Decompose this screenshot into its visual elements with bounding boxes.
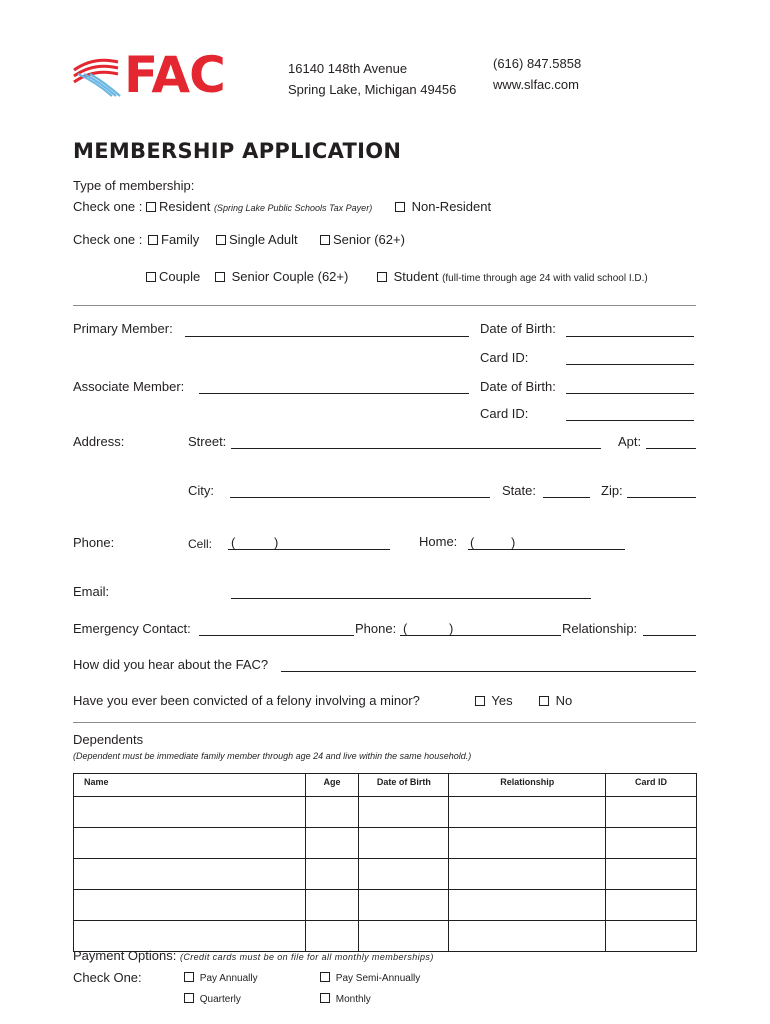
city-field[interactable] xyxy=(230,497,490,498)
table-cell[interactable] xyxy=(449,828,606,859)
resident-label: Resident xyxy=(159,199,211,214)
header-phone: (616) 847.5858 xyxy=(493,56,582,71)
table-row xyxy=(74,859,697,890)
state-label: State: xyxy=(502,483,536,498)
table-cell[interactable] xyxy=(606,797,697,828)
table-row xyxy=(74,797,697,828)
column-header-dob: Date of Birth xyxy=(359,774,449,797)
quarterly-option xyxy=(184,993,241,1005)
table-cell[interactable] xyxy=(606,859,697,890)
residency-row xyxy=(73,199,372,214)
payment-note: (Credit cards must be on file for all monthly memberships) xyxy=(179,952,434,962)
monthly-label: Monthly xyxy=(335,994,371,1005)
relationship-field[interactable] xyxy=(643,635,696,636)
table-cell[interactable] xyxy=(74,921,306,952)
cell-paren-close: ) xyxy=(274,535,279,550)
senior-couple-label: Senior Couple (62+) xyxy=(231,269,349,284)
family-checkbox[interactable] xyxy=(148,235,158,245)
column-header-relationship: Relationship xyxy=(449,774,606,797)
email-label: Email: xyxy=(73,584,110,599)
emergency-phone-label: Phone: xyxy=(355,621,397,636)
cell-phone-field[interactable] xyxy=(228,549,390,550)
no-option xyxy=(539,693,572,708)
dependents-note: (Dependent must be immediate family member through age 24 and live within the same household.) xyxy=(73,751,472,761)
relationship-label: Relationship: xyxy=(562,621,638,636)
family-label: Family xyxy=(161,232,200,247)
yes-option xyxy=(475,693,513,708)
quarterly-label: Quarterly xyxy=(199,994,241,1005)
dependents-title: Dependents xyxy=(73,732,144,747)
resident-note: (Spring Lake Public Schools Tax Payer) xyxy=(213,203,373,213)
pay-annually-checkbox[interactable] xyxy=(184,972,194,982)
address-line-2: Spring Lake, Michigan 49456 xyxy=(288,82,457,97)
associate-card-id-field[interactable] xyxy=(566,420,694,421)
address-line-1: 16140 148th Avenue xyxy=(288,61,408,76)
single-adult-label: Single Adult xyxy=(229,232,298,247)
zip-label: Zip: xyxy=(601,483,623,498)
associate-member-field[interactable] xyxy=(199,393,469,394)
resident-checkbox[interactable] xyxy=(146,202,156,212)
apt-field[interactable] xyxy=(646,448,696,449)
table-cell[interactable] xyxy=(449,859,606,890)
senior-couple-checkbox[interactable] xyxy=(215,272,225,282)
apt-label: Apt: xyxy=(618,434,642,449)
associate-dob-label: Date of Birth: xyxy=(480,379,556,394)
monthly-checkbox[interactable] xyxy=(320,993,330,1003)
family-option xyxy=(148,232,199,247)
emergency-paren-close: ) xyxy=(449,621,454,636)
address-label: Address: xyxy=(73,434,125,449)
felony-question: Have you ever been convicted of a felony involving a minor? xyxy=(73,693,420,708)
senior-option xyxy=(320,232,405,247)
cell-paren-open: ( xyxy=(231,535,236,550)
no-checkbox[interactable] xyxy=(539,696,549,706)
senior-couple-option xyxy=(215,269,348,284)
yes-label: Yes xyxy=(491,693,513,708)
home-label: Home: xyxy=(419,534,458,549)
pay-semi-label: Pay Semi-Annually xyxy=(335,973,421,984)
payment-options-label: Payment Options: xyxy=(73,948,177,963)
table-cell[interactable] xyxy=(305,890,359,921)
primary-member-label: Primary Member: xyxy=(73,321,173,336)
how-hear-field[interactable] xyxy=(281,671,696,672)
home-phone-field[interactable] xyxy=(468,549,625,550)
non-resident-label: Non-Resident xyxy=(411,199,492,214)
yes-checkbox[interactable] xyxy=(475,696,485,706)
phone-label: Phone: xyxy=(73,535,115,550)
pay-semi-option xyxy=(320,972,420,984)
table-cell[interactable] xyxy=(449,890,606,921)
associate-member-label: Associate Member: xyxy=(73,379,185,394)
non-resident-option xyxy=(395,199,491,214)
student-option xyxy=(377,269,648,284)
table-cell[interactable] xyxy=(305,828,359,859)
table-cell[interactable] xyxy=(359,797,449,828)
pay-annually-label: Pay Annually xyxy=(199,973,258,984)
student-label: Student xyxy=(393,269,439,284)
couple-option xyxy=(146,269,200,284)
state-field[interactable] xyxy=(543,497,590,498)
table-cell[interactable] xyxy=(305,921,359,952)
logo-text: FAC xyxy=(124,46,225,104)
table-cell[interactable] xyxy=(359,828,449,859)
couple-checkbox[interactable] xyxy=(146,272,156,282)
home-paren-close: ) xyxy=(511,535,516,550)
senior-label: Senior (62+) xyxy=(333,232,405,247)
column-header-card-id: Card ID xyxy=(606,774,697,797)
how-hear-label: How did you hear about the FAC? xyxy=(73,657,269,672)
table-cell[interactable] xyxy=(606,890,697,921)
column-header-age: Age xyxy=(305,774,359,797)
associate-dob-field[interactable] xyxy=(566,393,694,394)
emergency-phone-field[interactable] xyxy=(400,635,561,636)
check-one-label-2: Check one : xyxy=(73,232,143,247)
email-field[interactable] xyxy=(231,598,591,599)
table-cell[interactable] xyxy=(74,828,306,859)
table-cell[interactable] xyxy=(305,859,359,890)
dependents-header-row xyxy=(74,774,697,797)
table-cell[interactable] xyxy=(74,797,306,828)
table-cell[interactable] xyxy=(606,921,697,952)
payment-check-one-label: Check One: xyxy=(73,970,142,985)
student-note: (full-time through age 24 with valid school I.D.) xyxy=(442,273,648,284)
column-header-name: Name xyxy=(74,774,306,797)
check-one-label: Check one : xyxy=(73,199,143,214)
street-field[interactable] xyxy=(231,448,601,449)
primary-dob-field[interactable] xyxy=(566,336,694,337)
senior-checkbox[interactable] xyxy=(320,235,330,245)
primary-member-field[interactable] xyxy=(185,336,469,337)
pay-annually-option xyxy=(184,972,258,984)
header-website: www.slfac.com xyxy=(493,77,579,92)
membership-type-label: Type of membership: xyxy=(73,178,195,193)
divider-2 xyxy=(73,722,696,723)
emergency-contact-label: Emergency Contact: xyxy=(73,621,191,636)
table-cell[interactable] xyxy=(449,797,606,828)
couple-label: Couple xyxy=(159,269,201,284)
table-cell[interactable] xyxy=(359,859,449,890)
city-label: City: xyxy=(188,483,214,498)
associate-card-id-label: Card ID: xyxy=(480,406,529,421)
primary-card-id-field[interactable] xyxy=(566,364,694,365)
table-row xyxy=(74,921,697,952)
table-cell[interactable] xyxy=(305,797,359,828)
primary-card-id-label: Card ID: xyxy=(480,350,529,365)
single-adult-option xyxy=(216,232,298,247)
non-resident-checkbox[interactable] xyxy=(395,202,405,212)
table-cell[interactable] xyxy=(74,890,306,921)
emergency-contact-field[interactable] xyxy=(199,635,354,636)
cell-label: Cell: xyxy=(188,537,213,551)
page-title: MEMBERSHIP APPLICATION xyxy=(73,139,402,163)
table-cell[interactable] xyxy=(449,921,606,952)
table-cell[interactable] xyxy=(606,828,697,859)
divider xyxy=(73,305,696,306)
emergency-paren-open: ( xyxy=(403,621,408,636)
dependents-table xyxy=(73,773,697,952)
pay-semi-checkbox[interactable] xyxy=(320,972,330,982)
street-label: Street: xyxy=(188,434,227,449)
table-cell[interactable] xyxy=(359,921,449,952)
primary-dob-label: Date of Birth: xyxy=(480,321,556,336)
home-paren-open: ( xyxy=(470,535,475,550)
monthly-option xyxy=(320,993,371,1005)
quarterly-checkbox[interactable] xyxy=(184,993,194,1003)
zip-field[interactable] xyxy=(627,497,696,498)
table-row xyxy=(74,828,697,859)
single-adult-checkbox[interactable] xyxy=(216,235,226,245)
table-cell[interactable] xyxy=(359,890,449,921)
no-label: No xyxy=(555,693,573,708)
table-cell[interactable] xyxy=(74,859,306,890)
payment-options-row xyxy=(73,948,434,963)
table-row xyxy=(74,890,697,921)
fac-logo xyxy=(72,46,244,104)
student-checkbox[interactable] xyxy=(377,272,387,282)
